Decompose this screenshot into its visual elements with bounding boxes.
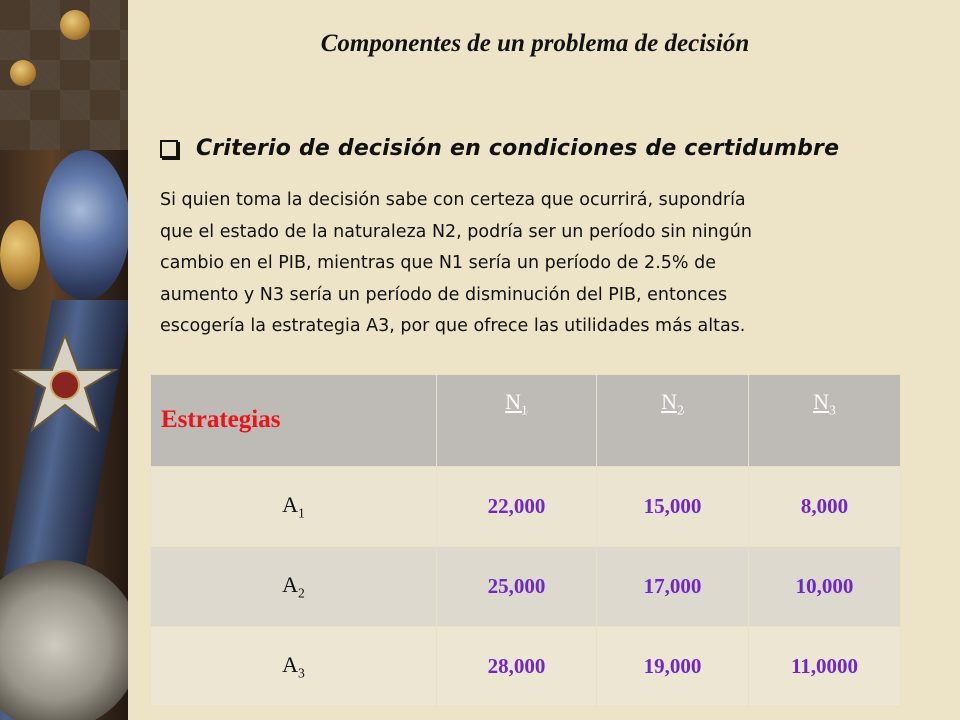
header-subscript: 1	[521, 402, 528, 418]
row-subscript: 2	[298, 585, 305, 601]
row-letter: A	[282, 491, 299, 517]
header-state-n2	[597, 375, 749, 467]
header-subscript: 3	[829, 402, 836, 418]
row-letter: A	[282, 571, 299, 597]
body-line: escogería la estrategia A3, por que ofrece las utilidades más altas.	[160, 316, 746, 336]
row-label-a1	[151, 467, 437, 547]
row-label-a3	[151, 627, 437, 707]
maltese-cross-medal	[10, 330, 120, 440]
header-letter: N	[505, 389, 522, 414]
row-label-a2	[151, 547, 437, 627]
section-heading-text: Criterio de decisión en condiciones de certidumbre	[196, 136, 840, 161]
header-subscript: 2	[677, 402, 684, 418]
table-cell: 22,000	[437, 467, 597, 547]
table-cell: 25,000	[437, 547, 597, 627]
table-row	[151, 547, 901, 627]
compass-decoration	[0, 560, 128, 720]
body-line: aumento y N3 sería un período de disminución del PIB, entonces	[160, 284, 728, 305]
header-letter: N	[813, 389, 830, 414]
button-decoration	[60, 10, 90, 40]
rosette-ribbon	[40, 150, 128, 300]
table-cell: 19,000	[597, 627, 749, 707]
body-line: cambio en el PIB, mientras que N1 sería un período de 2.5% de	[160, 253, 716, 273]
header-strategies: Estrategias	[151, 375, 437, 467]
table-cell: 28,000	[437, 627, 597, 707]
table-cell: 17,000	[597, 547, 749, 627]
table-cell: 11,0000	[749, 627, 901, 707]
checkbox-bullet-icon	[160, 140, 178, 158]
button-decoration	[0, 220, 40, 290]
body-line: Si quien toma la decisión sabe con certeza que ocurrirá, supondría	[160, 190, 746, 210]
strategy-payoff-table	[150, 374, 901, 707]
header-state-n3	[749, 375, 901, 467]
row-letter: A	[282, 651, 299, 677]
table-cell: 8,000	[749, 467, 901, 547]
header-state-n1	[437, 375, 597, 467]
table-cell: 15,000	[597, 467, 749, 547]
table-header-row	[151, 375, 901, 467]
section-heading	[160, 136, 839, 161]
decorative-medals-image	[0, 0, 128, 720]
header-letter: N	[661, 389, 678, 414]
table-row	[151, 627, 901, 707]
body-line: que el estado de la naturaleza N2, podría ser un período sin ningún	[160, 221, 752, 242]
body-paragraph	[160, 185, 900, 343]
table-row	[151, 467, 901, 547]
slide-title: Componentes de un problema de decisión	[320, 30, 750, 57]
row-subscript: 3	[298, 665, 305, 681]
button-decoration	[10, 60, 36, 86]
table-cell: 10,000	[749, 547, 901, 627]
row-subscript: 1	[298, 505, 305, 521]
